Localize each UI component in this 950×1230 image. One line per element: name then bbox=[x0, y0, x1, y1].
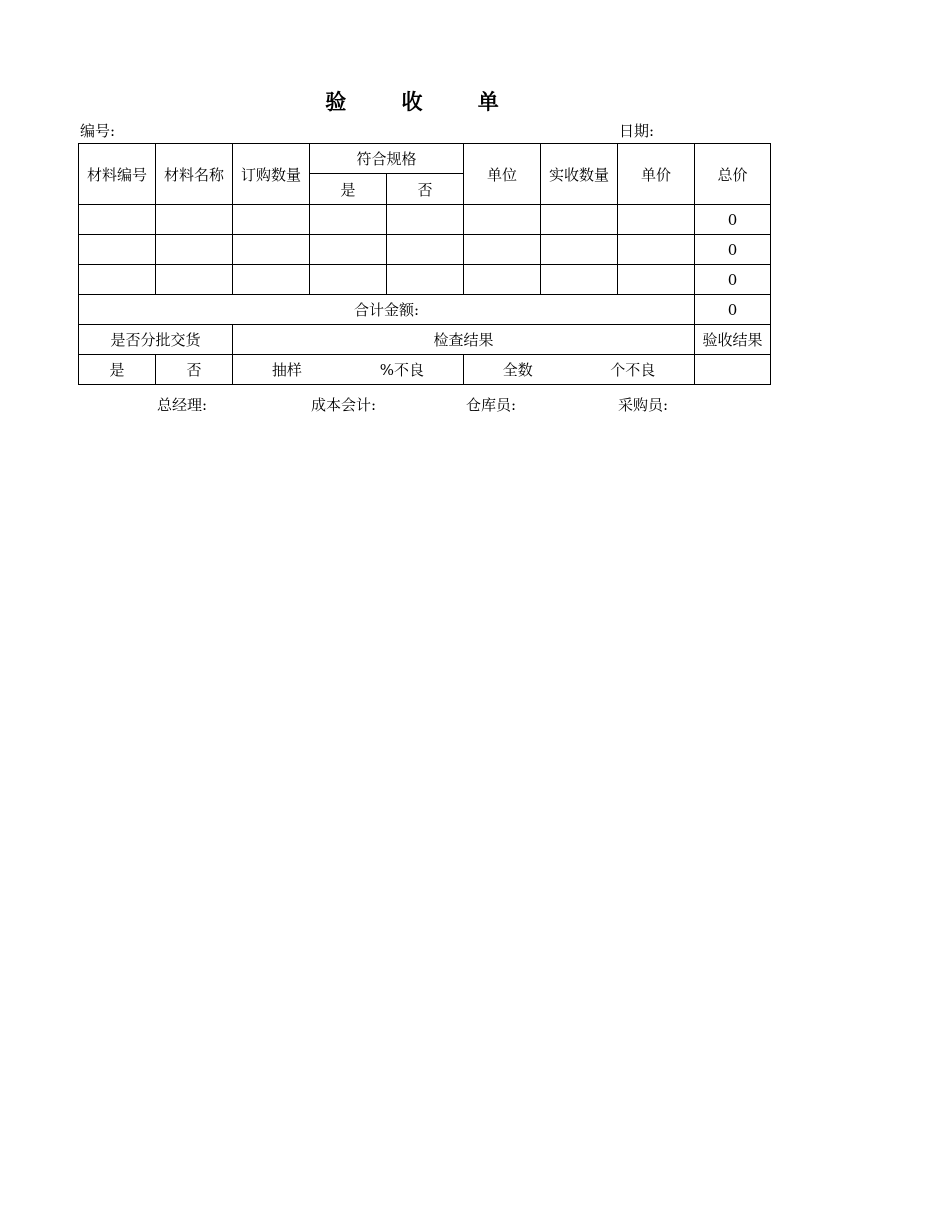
col-header-spec-match: 符合规格 bbox=[310, 144, 464, 174]
cell-material-name[interactable] bbox=[156, 205, 233, 235]
cell-material-no[interactable] bbox=[79, 205, 156, 235]
cell-unit[interactable] bbox=[464, 205, 541, 235]
sampling-cell bbox=[233, 355, 464, 385]
col-header-total-price: 总价 bbox=[695, 144, 771, 205]
cell-order-qty[interactable] bbox=[233, 235, 310, 265]
cell-order-qty[interactable] bbox=[233, 265, 310, 295]
inspection-detail-row bbox=[79, 355, 771, 385]
cell-material-no[interactable] bbox=[79, 265, 156, 295]
inspection-result-label: 检查结果 bbox=[233, 325, 695, 355]
col-header-material-name: 材料名称 bbox=[156, 144, 233, 205]
cost-accountant-label: 成本会计: bbox=[311, 396, 377, 414]
sampling-label: 抽样 bbox=[271, 361, 302, 379]
date-label: 日期: bbox=[619, 122, 655, 140]
cell-spec-no[interactable] bbox=[387, 265, 464, 295]
full-count-label: 全数 bbox=[502, 361, 533, 379]
col-header-spec-yes: 是 bbox=[310, 174, 387, 205]
form-title: 验 收 单 bbox=[325, 89, 523, 114]
total-amount-label: 合计金额: bbox=[79, 295, 695, 325]
cell-unit-price[interactable] bbox=[618, 235, 695, 265]
cell-spec-no[interactable] bbox=[387, 235, 464, 265]
acceptance-table bbox=[78, 143, 771, 385]
purchaser-label: 采购员: bbox=[618, 396, 669, 414]
col-header-material-no: 材料编号 bbox=[79, 144, 156, 205]
cell-spec-no[interactable] bbox=[387, 205, 464, 235]
cell-unit[interactable] bbox=[464, 265, 541, 295]
acceptance-result-value[interactable] bbox=[695, 355, 771, 385]
cell-received-qty[interactable] bbox=[541, 205, 618, 235]
number-label: 编号: bbox=[80, 122, 116, 140]
cell-unit-price[interactable] bbox=[618, 205, 695, 235]
table-row bbox=[79, 235, 771, 265]
batch-yes-option[interactable]: 是 bbox=[79, 355, 156, 385]
total-row bbox=[79, 295, 771, 325]
cell-received-qty[interactable] bbox=[541, 265, 618, 295]
table-row bbox=[79, 205, 771, 235]
col-header-unit: 单位 bbox=[464, 144, 541, 205]
percent-defect-label: %不良 bbox=[379, 361, 425, 379]
cell-total-price: 0 bbox=[695, 235, 771, 265]
inspection-header-row bbox=[79, 325, 771, 355]
cell-total-price: 0 bbox=[695, 265, 771, 295]
table-header-row bbox=[79, 144, 771, 174]
cell-received-qty[interactable] bbox=[541, 235, 618, 265]
cell-spec-yes[interactable] bbox=[310, 205, 387, 235]
cell-material-name[interactable] bbox=[156, 265, 233, 295]
cell-spec-yes[interactable] bbox=[310, 235, 387, 265]
batch-no-option[interactable]: 否 bbox=[156, 355, 233, 385]
total-amount-value: 0 bbox=[695, 295, 771, 325]
cell-material-name[interactable] bbox=[156, 235, 233, 265]
cell-unit[interactable] bbox=[464, 235, 541, 265]
col-header-unit-price: 单价 bbox=[618, 144, 695, 205]
general-manager-label: 总经理: bbox=[157, 396, 208, 414]
cell-spec-yes[interactable] bbox=[310, 265, 387, 295]
col-header-received-qty: 实收数量 bbox=[541, 144, 618, 205]
batch-delivery-label: 是否分批交货 bbox=[79, 325, 233, 355]
cell-unit-price[interactable] bbox=[618, 265, 695, 295]
cell-order-qty[interactable] bbox=[233, 205, 310, 235]
col-header-order-qty: 订购数量 bbox=[233, 144, 310, 205]
cell-material-no[interactable] bbox=[79, 235, 156, 265]
col-header-spec-no: 否 bbox=[387, 174, 464, 205]
table-row bbox=[79, 265, 771, 295]
full-count-cell bbox=[464, 355, 695, 385]
count-defect-label: 个不良 bbox=[610, 361, 656, 379]
acceptance-result-label: 验收结果 bbox=[695, 325, 771, 355]
warehouse-keeper-label: 仓库员: bbox=[466, 396, 517, 414]
cell-total-price: 0 bbox=[695, 205, 771, 235]
